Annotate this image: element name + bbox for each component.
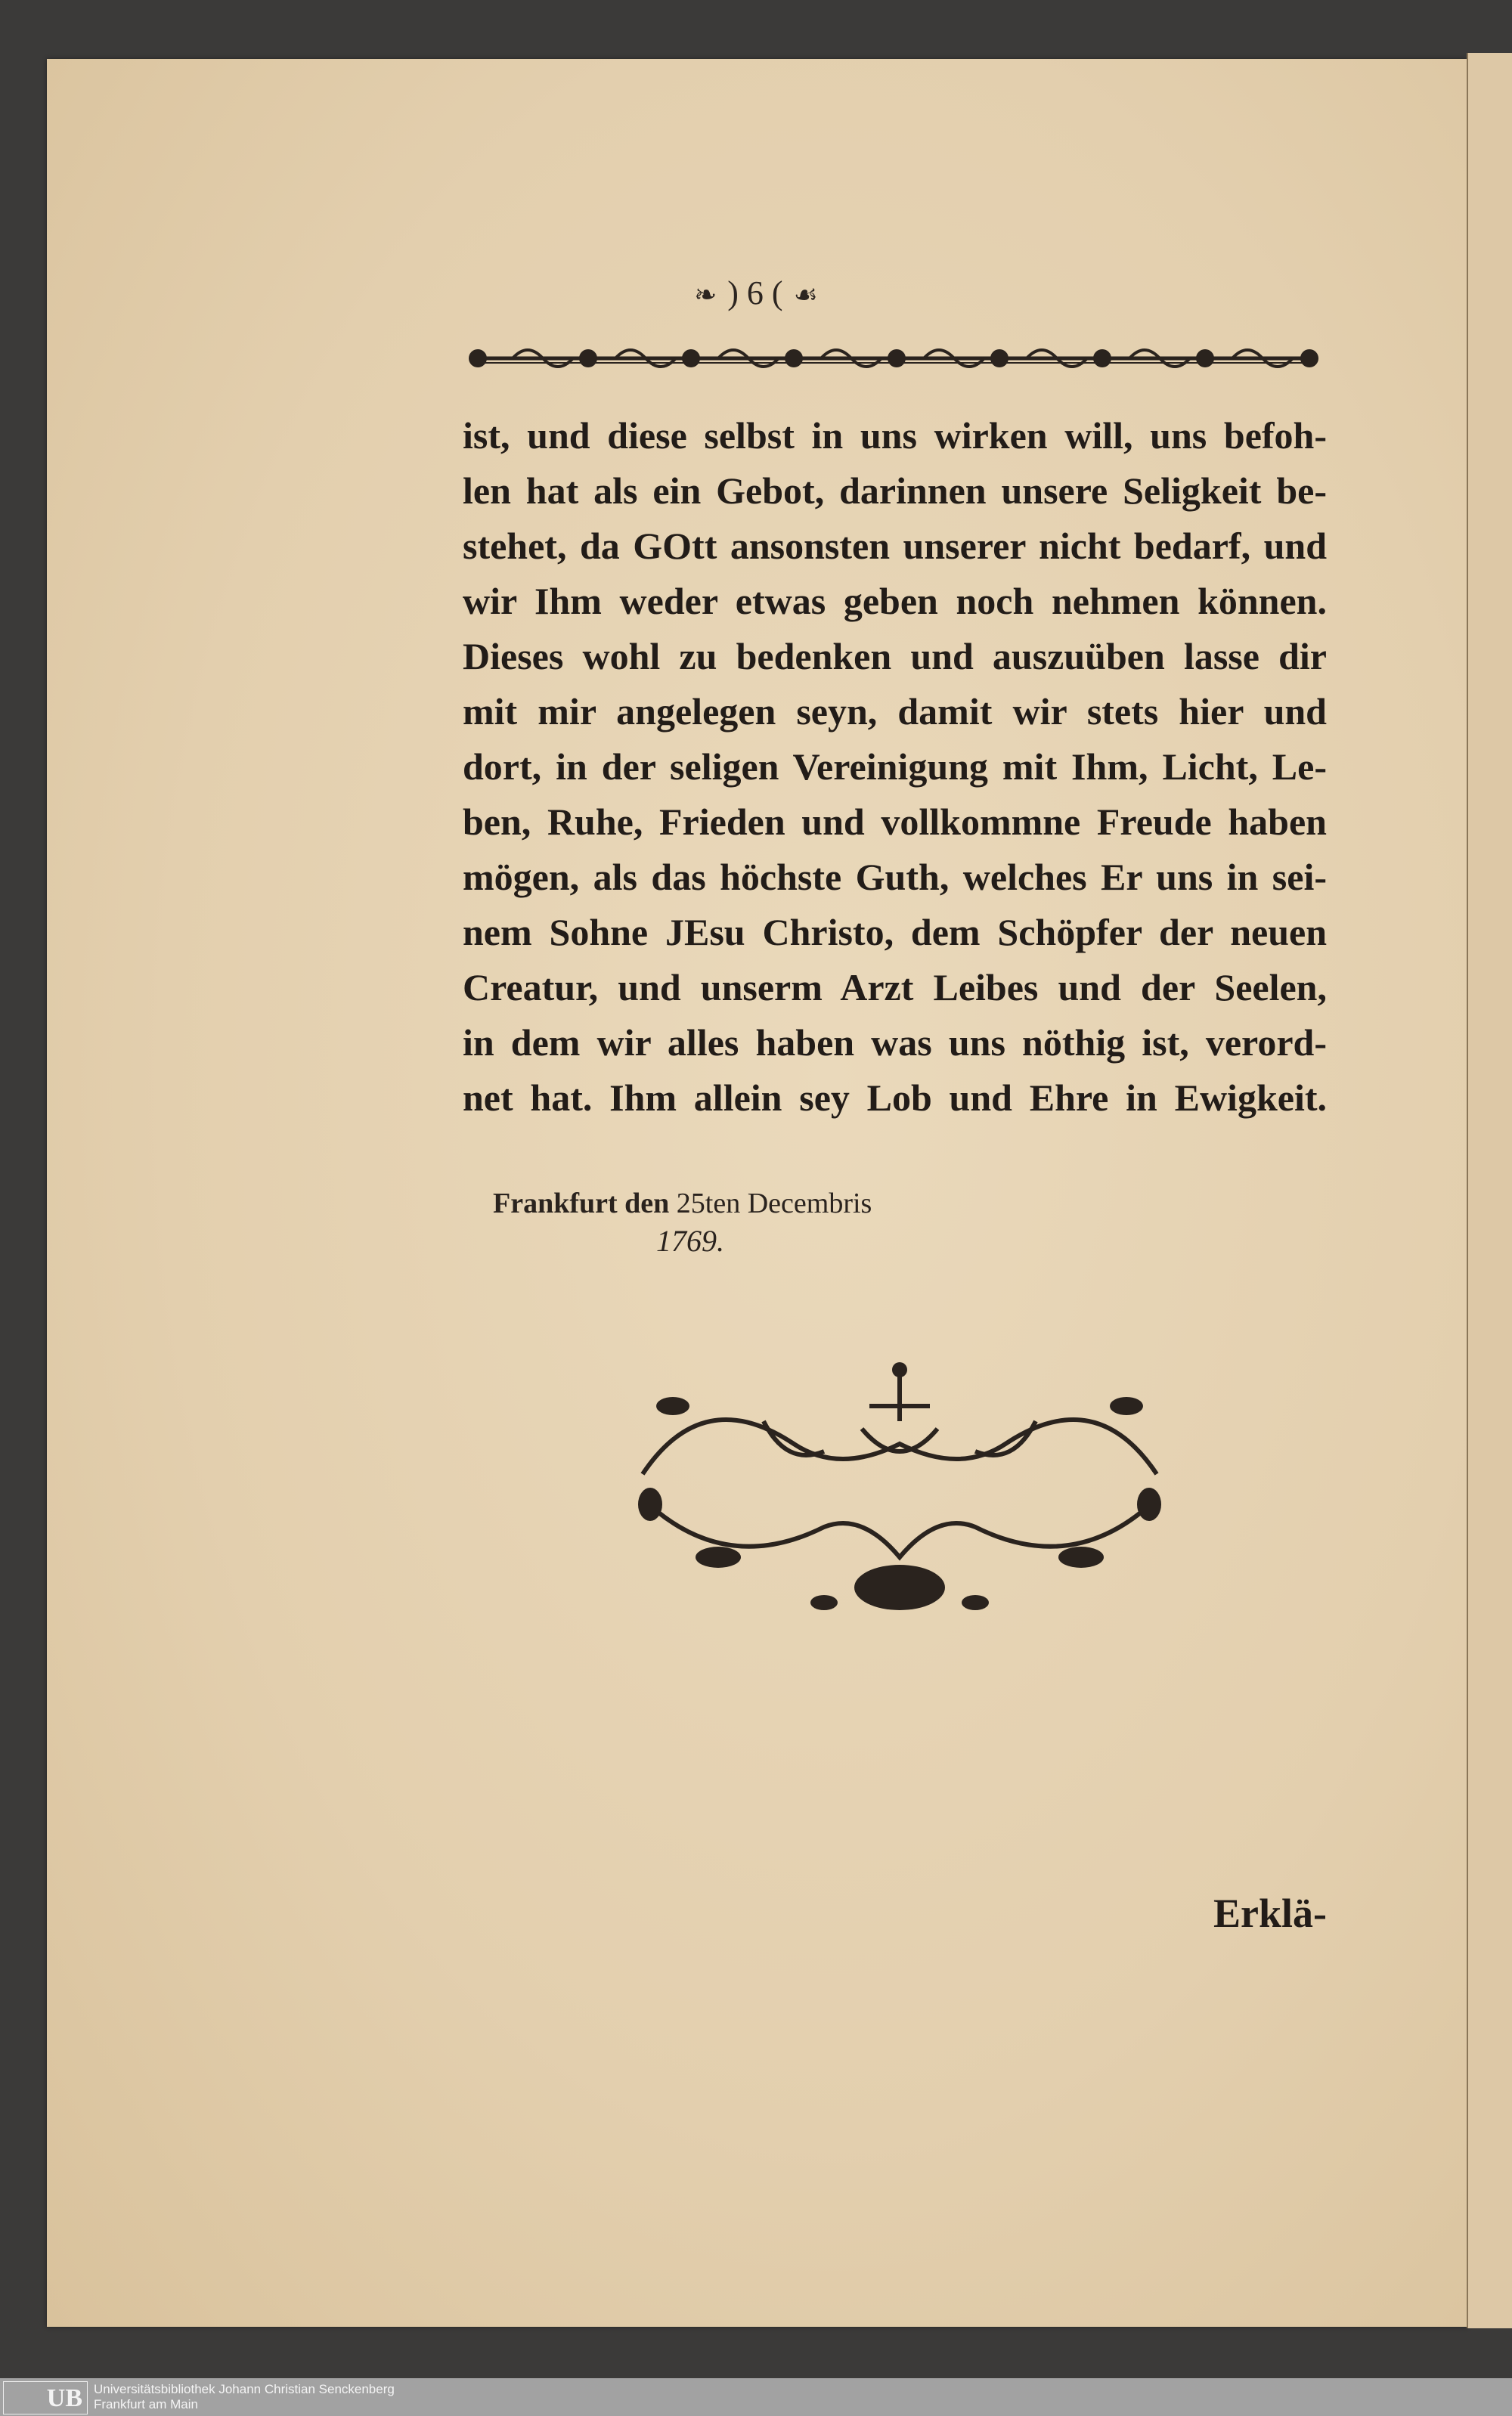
text-line: Creatur, und unserm Arzt Leibes und der Seelen, xyxy=(463,966,1327,1008)
text-line: stehet, da GOtt ansonsten unserer nicht bedarf, und xyxy=(463,525,1327,567)
date-year: 1769. xyxy=(656,1224,724,1258)
text-line: wir Ihm weder etwas geben noch nehmen können. xyxy=(463,580,1327,622)
date-place: Frankfurt den xyxy=(493,1188,670,1219)
text-line: nem Sohne JEsu Christo, dem Schöpfer der neuen xyxy=(463,911,1327,953)
text-line: net hat. Ihm allein sey Lob und Ehre in Ewigkeit. xyxy=(463,1076,1327,1119)
text-line: ben, Ruhe, Frieden und vollkommne Freude haben xyxy=(463,801,1327,843)
floral-vignette-ornament xyxy=(627,1361,1172,1640)
text-line: mit mir angelegen seyn, damit wir stets hier und xyxy=(463,690,1327,733)
text-line: ist, und diese selbst in uns wirken will, uns befoh- xyxy=(463,414,1327,457)
fleuron-left-icon: ❧ xyxy=(694,280,717,310)
body-text xyxy=(463,408,1327,1126)
fleuron-right-icon: ☙ xyxy=(793,280,818,310)
date-line xyxy=(493,1187,872,1220)
page-number: ) 6 ( xyxy=(727,274,783,311)
text-line: len hat als ein Gebot, darinnen unsere Seligkeit be- xyxy=(463,469,1327,512)
logo-text: UB xyxy=(46,2384,82,2412)
text-line: Dieses wohl zu bedenken und auszuüben lasse dir xyxy=(463,635,1327,677)
footer-line-1: Universitätsbibliothek Johann Christian Senckenberg xyxy=(94,2382,395,2396)
text-line: dort, in der seligen Vereinigung mit Ihm, Licht, Le- xyxy=(463,745,1327,788)
text-line: in dem wir alles haben was uns nöthig ist, verord- xyxy=(463,1021,1327,1064)
footer-line-2: Frankfurt am Main xyxy=(94,2397,198,2411)
date-day: 25ten Decembris xyxy=(676,1188,872,1219)
page-header xyxy=(0,274,1512,312)
footer-credit xyxy=(94,2382,395,2412)
catchword: Erklä- xyxy=(1213,1891,1328,1936)
library-logo xyxy=(3,2381,88,2414)
text-line: mögen, als das höchste Guth, welches Er uns in sei- xyxy=(463,856,1327,898)
adjacent-page-edge xyxy=(1467,53,1512,2328)
ornamental-border-rule xyxy=(467,340,1320,376)
